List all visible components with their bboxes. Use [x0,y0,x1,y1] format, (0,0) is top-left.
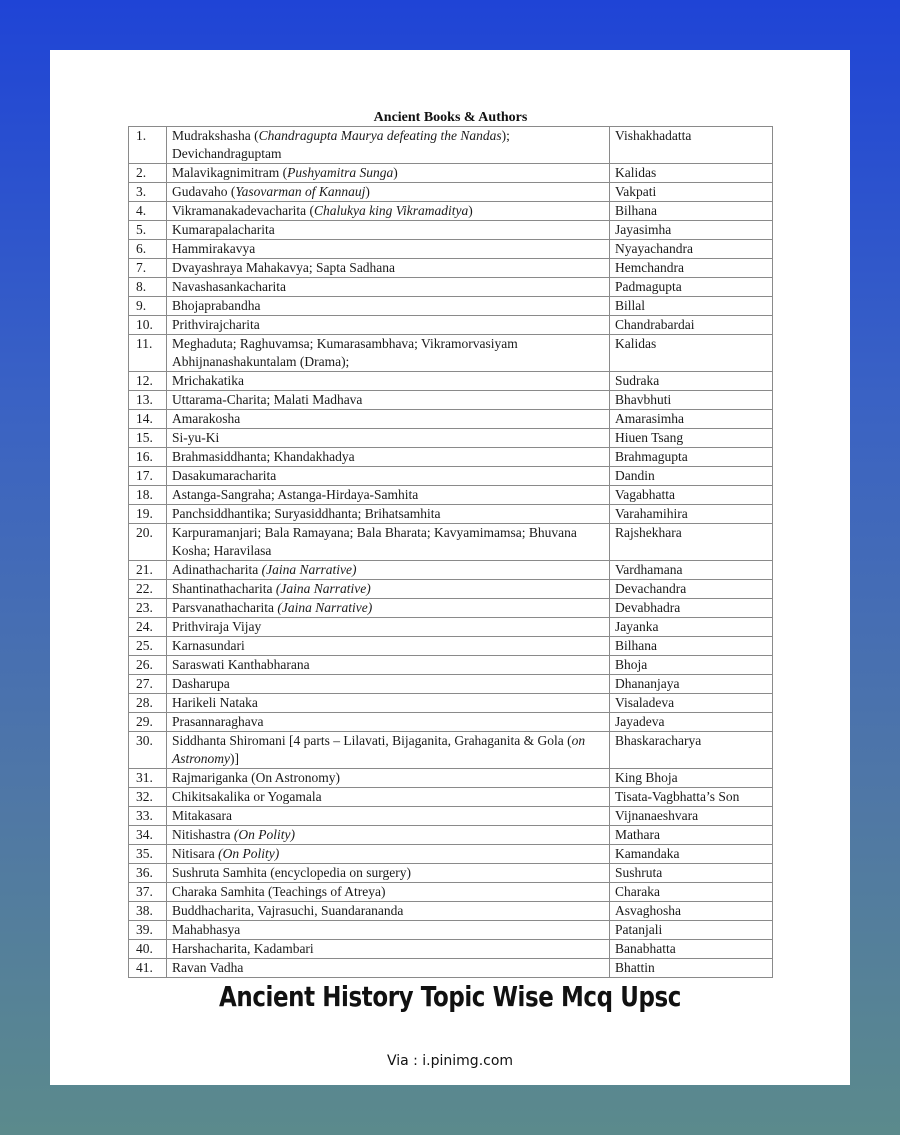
author-cell: Bhavbhuti [610,391,773,410]
table-row [129,675,773,694]
book-title-text: Amarakosha [172,411,241,426]
author-cell: Asvaghosha [610,902,773,921]
book-title-text: Ravan Vadha [172,960,244,975]
table-row [129,694,773,713]
page-caption-title[interactable]: Ancient History Topic Wise Mcq Upsc [219,980,681,1013]
author-cell: Rajshekhara [610,524,773,561]
book-title-cell [167,486,610,505]
author-cell: Bhaskaracharya [610,732,773,769]
book-title-text: Bhojaprabandha [172,298,261,313]
book-title-cell [167,221,610,240]
row-number: 10. [129,316,167,335]
table-row [129,335,773,372]
book-title-text: Harshacharita, Kadambari [172,941,314,956]
book-title-suffix: )] [230,751,239,766]
book-title-text: Karnasundari [172,638,245,653]
row-number: 36. [129,864,167,883]
table-row [129,429,773,448]
author-cell: Bhoja [610,656,773,675]
book-title-cell [167,164,610,183]
book-title-cell [167,410,610,429]
book-title-cell [167,335,610,372]
book-title-cell [167,940,610,959]
book-subject-italic: on Astronomy [172,733,586,766]
book-title-cell [167,788,610,807]
row-number: 23. [129,599,167,618]
author-cell: Banabhatta [610,940,773,959]
row-number: 6. [129,240,167,259]
book-title-suffix: ); Devichandraguptam [172,128,510,161]
table-row [129,410,773,429]
book-title-text: Navashasankacharita [172,279,286,294]
book-title-cell [167,448,610,467]
table-row [129,959,773,978]
author-cell: Jayasimha [610,221,773,240]
book-title-cell [167,618,610,637]
author-cell: Vardhamana [610,561,773,580]
row-number: 19. [129,505,167,524]
book-subject-italic: (On Polity) [218,846,280,861]
author-cell: Vijnanaeshvara [610,807,773,826]
row-number: 15. [129,429,167,448]
book-title-text: Mudrakshasha ( [172,128,259,143]
book-title-text: Buddhacharita, Vajrasuchi, Suandarananda [172,903,404,918]
table-row [129,505,773,524]
table-row [129,713,773,732]
book-title-text: Hammirakavya [172,241,256,256]
book-subject-italic: (Jaina Narrative) [261,562,357,577]
book-title-suffix: ) [365,184,370,199]
author-cell: King Bhoja [610,769,773,788]
author-cell: Tisata-Vagbhatta’s Son [610,788,773,807]
book-title-cell [167,656,610,675]
row-number: 26. [129,656,167,675]
table-row [129,864,773,883]
book-title-text: Charaka Samhita (Teachings of Atreya) [172,884,386,899]
book-title-text: Vikramanakadevacharita ( [172,203,314,218]
table-row [129,769,773,788]
row-number: 28. [129,694,167,713]
row-number: 33. [129,807,167,826]
row-number: 34. [129,826,167,845]
author-cell: Jayanka [610,618,773,637]
author-cell: Devachandra [610,580,773,599]
book-title-text: Parsvanathacharita [172,600,278,615]
author-cell: Bhattin [610,959,773,978]
book-title-cell [167,202,610,221]
row-number: 21. [129,561,167,580]
table-row [129,164,773,183]
book-title-cell [167,259,610,278]
book-title-text: Harikeli Nataka [172,695,258,710]
table-row [129,807,773,826]
author-cell: Billal [610,297,773,316]
table-row [129,599,773,618]
table-row [129,240,773,259]
book-title-cell [167,524,610,561]
book-title-cell [167,883,610,902]
book-title-cell [167,372,610,391]
document-image [128,50,773,975]
table-row [129,183,773,202]
row-number: 11. [129,335,167,372]
book-title-cell [167,297,610,316]
book-title-suffix: ) [468,203,473,218]
author-cell: Bilhana [610,202,773,221]
book-title-text: Kumarapalacharita [172,222,275,237]
book-subject-italic: (Jaina Narrative) [277,600,373,615]
book-title-text: Panchsiddhantika; Suryasiddhanta; Brihatsamhita [172,506,441,521]
row-number: 8. [129,278,167,297]
row-number: 32. [129,788,167,807]
row-number: 25. [129,637,167,656]
book-title-cell [167,902,610,921]
book-title-cell [167,467,610,486]
author-cell: Hemchandra [610,259,773,278]
row-number: 17. [129,467,167,486]
book-title-cell [167,807,610,826]
table-row [129,221,773,240]
row-number: 16. [129,448,167,467]
book-title-text: Dvayashraya Mahakavya; Sapta Sadhana [172,260,396,275]
book-subject-italic: (On Polity) [233,827,295,842]
row-number: 1. [129,127,167,164]
author-cell: Bilhana [610,637,773,656]
author-cell: Devabhadra [610,599,773,618]
table-row [129,788,773,807]
book-title-text: Meghaduta; Raghuvamsa; Kumarasambhava; Vikramorvasiyam Abhijnanashakuntalam (Drama); [172,336,518,369]
table-row [129,637,773,656]
author-cell: Chandrabardai [610,316,773,335]
book-title-cell [167,316,610,335]
book-title-text: Adinathacharita [172,562,262,577]
author-cell: Sushruta [610,864,773,883]
author-cell: Hiuen Tsang [610,429,773,448]
book-title-cell [167,921,610,940]
author-cell: Brahmagupta [610,448,773,467]
book-title-text: Mitakasara [172,808,232,823]
table-row [129,486,773,505]
author-cell: Padmagupta [610,278,773,297]
table-row [129,127,773,164]
author-cell: Nyayachandra [610,240,773,259]
row-number: 4. [129,202,167,221]
author-cell: Amarasimha [610,410,773,429]
book-title-cell [167,278,610,297]
book-subject-italic: Chalukya king Vikramaditya [313,203,469,218]
author-cell: Varahamihira [610,505,773,524]
book-title-text: Nitisara [172,846,219,861]
author-cell: Mathara [610,826,773,845]
table-row [129,448,773,467]
table-row [129,732,773,769]
book-title-text: Brahmasiddhanta; Khandakhadya [172,449,355,464]
content-card [50,50,850,1085]
row-number: 3. [129,183,167,202]
row-number: 29. [129,713,167,732]
row-number: 18. [129,486,167,505]
table-row [129,845,773,864]
book-title-cell [167,864,610,883]
author-cell: Vishakhadatta [610,127,773,164]
author-cell: Dhananjaya [610,675,773,694]
book-title-text: Prithvirajcharita [172,317,260,332]
book-title-cell [167,845,610,864]
book-title-text: Saraswati Kanthabharana [172,657,310,672]
table-row [129,467,773,486]
book-title-text: Karpuramanjari; Bala Ramayana; Bala Bharata; Kavyamimamsa; Bhuvana Kosha; Haravilasa [172,525,577,558]
book-title-cell [167,959,610,978]
book-title-cell [167,561,610,580]
book-title-text: Astanga-Sangraha; Astanga-Hirdaya-Samhita [172,487,419,502]
book-title-text: Siddhanta Shiromani [4 parts – Lilavati, Bijaganita, Grahaganita & Gola ( [172,733,572,748]
book-title-text: Gudavaho ( [172,184,236,199]
book-subject-italic: Chandragupta Maurya defeating the Nandas [258,128,502,143]
book-title-text: Dasharupa [172,676,230,691]
book-title-cell [167,429,610,448]
book-title-text: Si-yu-Ki [172,430,220,445]
book-subject-italic: Yasovarman of Kannauj [235,184,366,199]
author-cell: Dandin [610,467,773,486]
table-row [129,297,773,316]
row-number: 40. [129,940,167,959]
book-title-cell [167,505,610,524]
book-title-cell [167,694,610,713]
row-number: 14. [129,410,167,429]
book-title-cell [167,391,610,410]
book-title-cell [167,580,610,599]
author-cell: Visaladeva [610,694,773,713]
table-row [129,902,773,921]
row-number: 5. [129,221,167,240]
author-cell: Kalidas [610,335,773,372]
book-title-text: Nitishastra [172,827,234,842]
author-cell: Vakpati [610,183,773,202]
author-cell: Sudraka [610,372,773,391]
table-row [129,372,773,391]
book-title-cell [167,732,610,769]
row-number: 27. [129,675,167,694]
row-number: 39. [129,921,167,940]
source-credit[interactable]: Via : i.pinimg.com [386,1053,514,1069]
row-number: 41. [129,959,167,978]
table-row [129,618,773,637]
author-cell: Patanjali [610,921,773,940]
row-number: 37. [129,883,167,902]
row-number: 7. [129,259,167,278]
book-title-text: Malavikagnimitram ( [172,165,288,180]
book-title-text: Mahabhasya [172,922,241,937]
table-row [129,940,773,959]
books-authors-table [128,126,773,978]
book-title-text: Prithviraja Vijay [172,619,262,634]
book-title-text: Dasakumaracharita [172,468,277,483]
row-number: 22. [129,580,167,599]
row-number: 30. [129,732,167,769]
table-row [129,580,773,599]
book-title-cell [167,599,610,618]
document-title: Ancient Books & Authors [373,110,528,125]
row-number: 9. [129,297,167,316]
book-title-cell [167,183,610,202]
table-row [129,656,773,675]
table-row [129,524,773,561]
book-title-text: Sushruta Samhita (encyclopedia on surgery) [172,865,411,880]
row-number: 2. [129,164,167,183]
book-subject-italic: (Jaina Narrative) [275,581,371,596]
table-row [129,561,773,580]
author-cell: Kamandaka [610,845,773,864]
table-row [129,921,773,940]
table-row [129,883,773,902]
book-title-cell [167,240,610,259]
row-number: 38. [129,902,167,921]
book-title-cell [167,769,610,788]
table-row [129,826,773,845]
author-cell: Jayadeva [610,713,773,732]
book-title-cell [167,637,610,656]
book-title-text: Shantinathacharita [172,581,276,596]
book-title-text: Mrichakatika [172,373,244,388]
book-title-suffix: ) [393,165,398,180]
table-row [129,278,773,297]
book-subject-italic: Pushyamitra Sunga [287,165,394,180]
author-cell: Vagabhatta [610,486,773,505]
book-title-text: Prasannaraghava [172,714,264,729]
table-body [129,127,773,978]
row-number: 20. [129,524,167,561]
table-row [129,316,773,335]
row-number: 12. [129,372,167,391]
book-title-cell [167,675,610,694]
book-title-cell [167,713,610,732]
table-row [129,202,773,221]
book-title-text: Rajmariganka (On Astronomy) [172,770,340,785]
book-title-text: Uttarama-Charita; Malati Madhava [172,392,363,407]
row-number: 24. [129,618,167,637]
book-title-cell [167,826,610,845]
author-cell: Kalidas [610,164,773,183]
row-number: 31. [129,769,167,788]
table-row [129,391,773,410]
row-number: 13. [129,391,167,410]
book-title-cell [167,127,610,164]
book-title-text: Chikitsakalika or Yogamala [172,789,322,804]
row-number: 35. [129,845,167,864]
table-row [129,259,773,278]
author-cell: Charaka [610,883,773,902]
